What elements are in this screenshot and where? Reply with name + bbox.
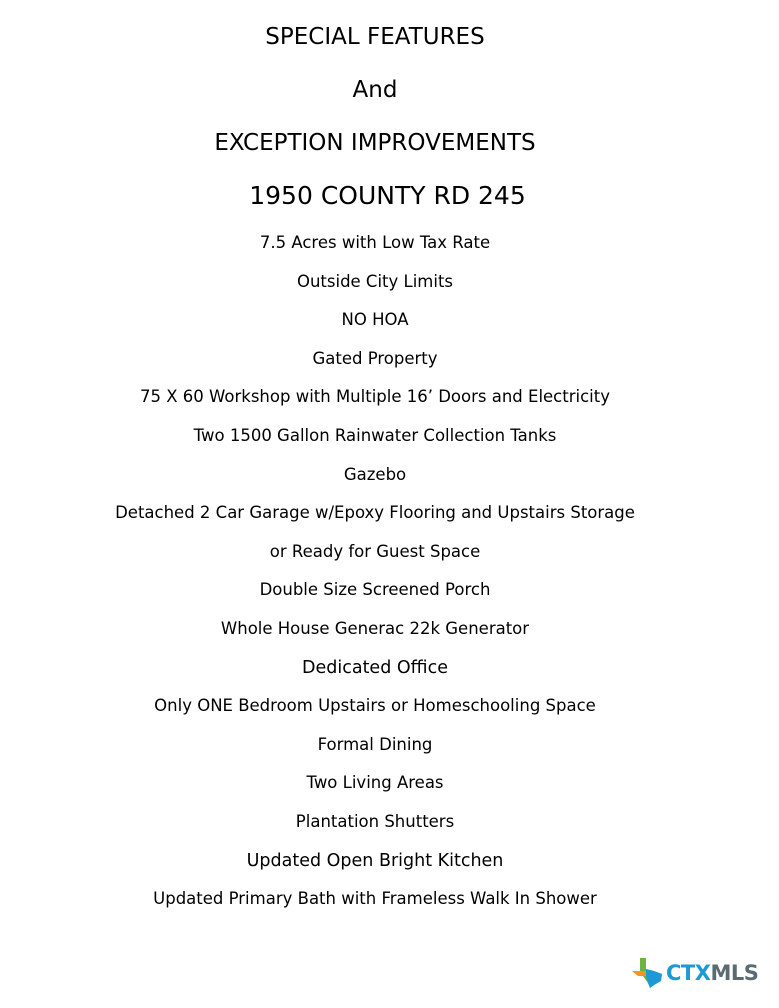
logo-wordmark — [666, 961, 758, 985]
feature-item: 7.5 Acres with Low Tax Rate — [259, 233, 491, 252]
feature-item: Double Size Screened Porch — [259, 580, 491, 600]
feature-item: Outside City Limits — [296, 271, 454, 291]
ctxmls-logo — [632, 955, 758, 991]
logo-ctx-text: CTX — [666, 961, 711, 985]
feature-item: Gazebo — [343, 464, 407, 484]
feature-item: Plantation Shutters — [295, 811, 455, 831]
feature-item: Updated Open Bright Kitchen — [246, 850, 504, 871]
feature-item: Detached 2 Car Garage w/Epoxy Flooring and Upstairs Storage — [115, 503, 635, 523]
heading-exception-improvements: EXCEPTION IMPROVEMENTS — [214, 130, 536, 156]
texas-map-icon — [632, 957, 664, 989]
feature-item: Two 1500 Gallon Rainwater Collection Tanks — [193, 425, 557, 445]
feature-item: Two Living Areas — [306, 773, 444, 793]
feature-item: Gated Property — [312, 348, 438, 368]
feature-item: NO HOA — [341, 310, 409, 330]
feature-item: Formal Dining — [317, 734, 433, 754]
feature-list — [0, 229, 750, 924]
feature-item: Updated Primary Bath with Frameless Walk In Shower — [153, 889, 597, 909]
heading-and: And — [352, 77, 398, 103]
logo-mls-text: MLS — [710, 961, 759, 985]
feature-item: 75 X 60 Workshop with Multiple 16’ Doors and Electricity — [140, 387, 610, 407]
feature-item: Only ONE Bedroom Upstairs or Homeschooling Space — [154, 696, 596, 716]
feature-item: Whole House Generac 22k Generator — [220, 618, 530, 638]
heading-special-features: SPECIAL FEATURES — [265, 24, 485, 50]
heading-address: 1950 COUNTY RD 245 — [249, 181, 526, 210]
feature-item: Dedicated Office — [302, 657, 448, 678]
feature-item: or Ready for Guest Space — [269, 541, 481, 561]
